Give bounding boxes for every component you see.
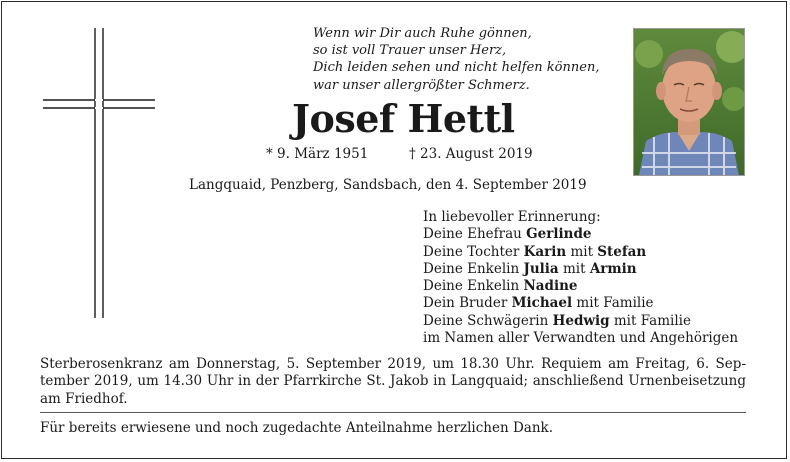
poem [313, 25, 613, 94]
mourner-line [423, 261, 753, 278]
mourner-name: Julia [523, 260, 559, 277]
connector-text: mit [558, 260, 590, 277]
mourner-line [423, 295, 753, 312]
mourner-name: Stefan [597, 243, 647, 260]
poem-line: Wenn wir Dir auch Ruhe gönnen, [313, 26, 532, 41]
relation-text: Deine Schwägerin [423, 312, 553, 329]
mourner-name: Gerlinde [526, 226, 592, 243]
relation-text: Deine Tochter [423, 243, 524, 260]
death-date: † 23. August 2019 [409, 146, 533, 162]
mourner-name: Hedwig [552, 312, 610, 329]
service-announcement: Sterberosenkranz am Donnerstag, 5. September 2019, um 18.30 Uhr. Requiem am Freitag, 6. September 2019, um 14.30 Uhr in der Pfarrkirche St. Jakob in Langquaid; anschließend Urnenbeisetzung am Friedhof. [40, 356, 746, 407]
mourner-line [423, 226, 753, 243]
place-and-date: Langquaid, Penzberg, Sandsbach, den 4. September 2019 [189, 177, 587, 193]
deceased-name: Josef Hettl [292, 96, 515, 141]
mourners-list [423, 209, 753, 347]
connector-text: mit Familie [609, 312, 691, 329]
connector-text: mit [566, 243, 598, 260]
mourner-line [423, 313, 753, 330]
mourner-name: Karin [523, 243, 567, 260]
relation-text: Deine Enkelin [423, 278, 524, 295]
poem-line: so ist voll Trauer unser Herz, [313, 43, 507, 59]
mourners-closing: im Namen aller Verwandten und Angehörigen [423, 330, 739, 347]
mourner-name: Michael [511, 295, 573, 312]
cross-icon [40, 28, 158, 318]
poem-line: war unser allergrößter Schmerz. [313, 77, 530, 93]
birth-date: * 9. März 1951 [266, 146, 369, 162]
mourner-line [423, 278, 753, 295]
poem-line: Dich leiden sehen und nicht helfen können, [313, 60, 600, 76]
mourners-intro: In liebevoller Erinnerung: [423, 209, 601, 225]
portrait-photo [633, 28, 745, 176]
thanks-note: Für bereits erwiesene und noch zugedachte Anteilnahme herzlichen Dank. [40, 420, 553, 436]
connector-text: mit Familie [572, 295, 654, 312]
mourner-line [423, 244, 753, 261]
relation-text: Deine Enkelin [423, 260, 524, 277]
relation-text: Deine Ehefrau [423, 226, 527, 243]
mourner-name: Armin [589, 260, 637, 277]
relation-text: Dein Bruder [423, 295, 512, 312]
mourner-name: Nadine [523, 278, 578, 295]
divider [40, 412, 746, 413]
